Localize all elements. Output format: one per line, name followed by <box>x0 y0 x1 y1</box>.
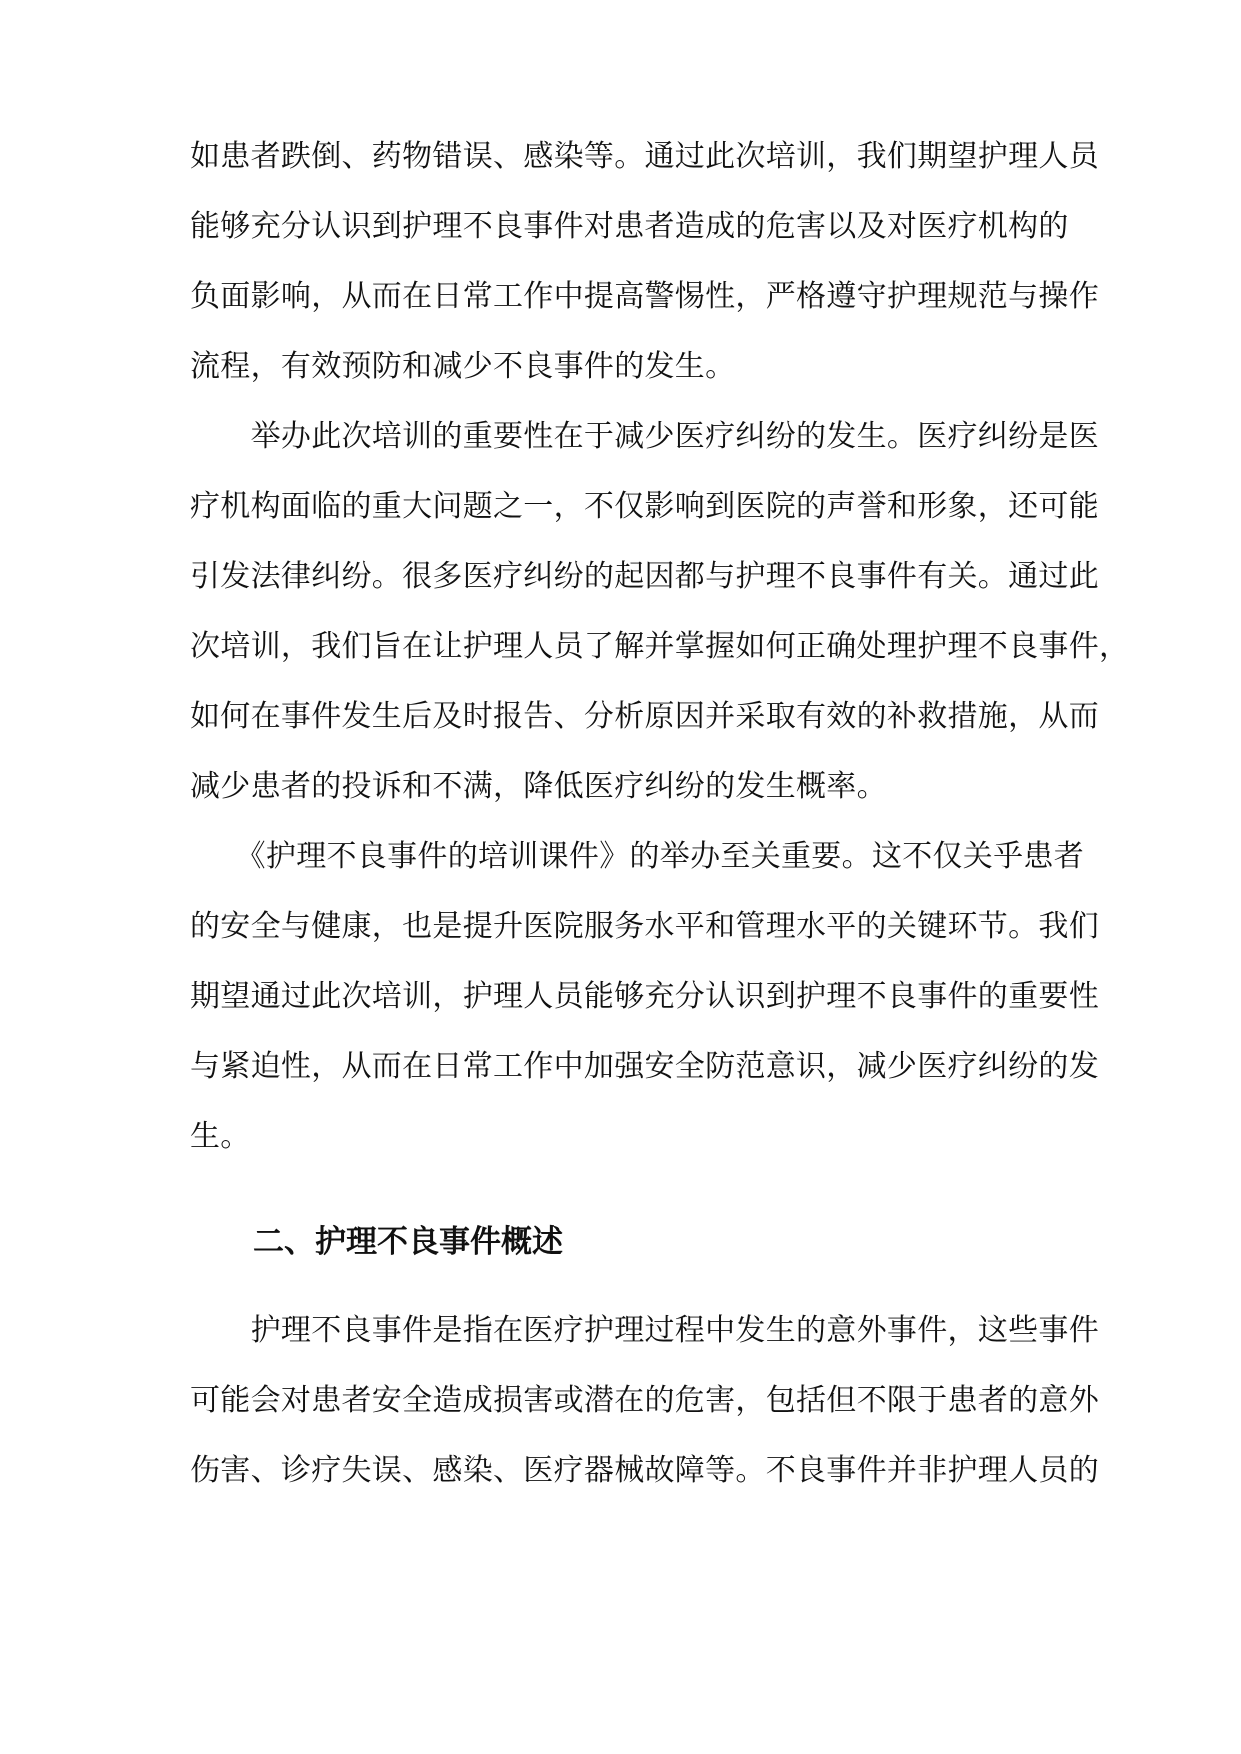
text-line: 护理不良事件是指在医疗护理过程中发生的意外事件，这些事件 <box>190 1313 1099 1348</box>
text-line: 伤害、诊疗失误、感染、医疗器械故障等。不良事件并非护理人员的 <box>190 1453 1099 1488</box>
text-line: 如患者跌倒、药物错误、感染等。通过此次培训，我们期望护理人员 <box>190 139 1099 174</box>
text-line: 可能会对患者安全造成损害或潜在的危害，包括但不限于患者的意外 <box>190 1383 1099 1418</box>
text-line: 的安全与健康，也是提升医院服务水平和管理水平的关键环节。我们 <box>190 909 1099 944</box>
text-line: 如何在事件发生后及时报告、分析原因并采取有效的补救措施，从而 <box>190 699 1099 734</box>
text-line: 生。 <box>190 1119 251 1154</box>
text-line: 期望通过此次培训，护理人员能够充分认识到护理不良事件的重要性 <box>190 979 1099 1014</box>
text-line: 疗机构面临的重大问题之一，不仅影响到医院的声誉和形象，还可能 <box>190 489 1099 524</box>
text-line: 能够充分认识到护理不良事件对患者造成的危害以及对医疗机构的 <box>190 209 1069 244</box>
section-heading: 二、护理不良事件概述 <box>253 1224 563 1260</box>
text-line: 减少患者的投诉和不满，降低医疗纠纷的发生概率。 <box>190 769 887 804</box>
text-line: 负面影响，从而在日常工作中提高警惕性，严格遵守护理规范与操作 <box>190 279 1099 314</box>
text-line: 引发法律纠纷。很多医疗纠纷的起因都与护理不良事件有关。通过此 <box>190 559 1099 594</box>
text-line: 与紧迫性，从而在日常工作中加强安全防范意识，减少医疗纠纷的发 <box>190 1049 1099 1084</box>
text-line: 举办此次培训的重要性在于减少医疗纠纷的发生。医疗纠纷是医 <box>190 419 1099 454</box>
text-line: 流程，有效预防和减少不良事件的发生。 <box>190 349 736 384</box>
text-line: 《护理不良事件的培训课件》的举办至关重要。这不仅关乎患者 <box>190 839 1084 874</box>
text-line: 次培训，我们旨在让护理人员了解并掌握如何正确处理护理不良事件， <box>190 629 1130 664</box>
